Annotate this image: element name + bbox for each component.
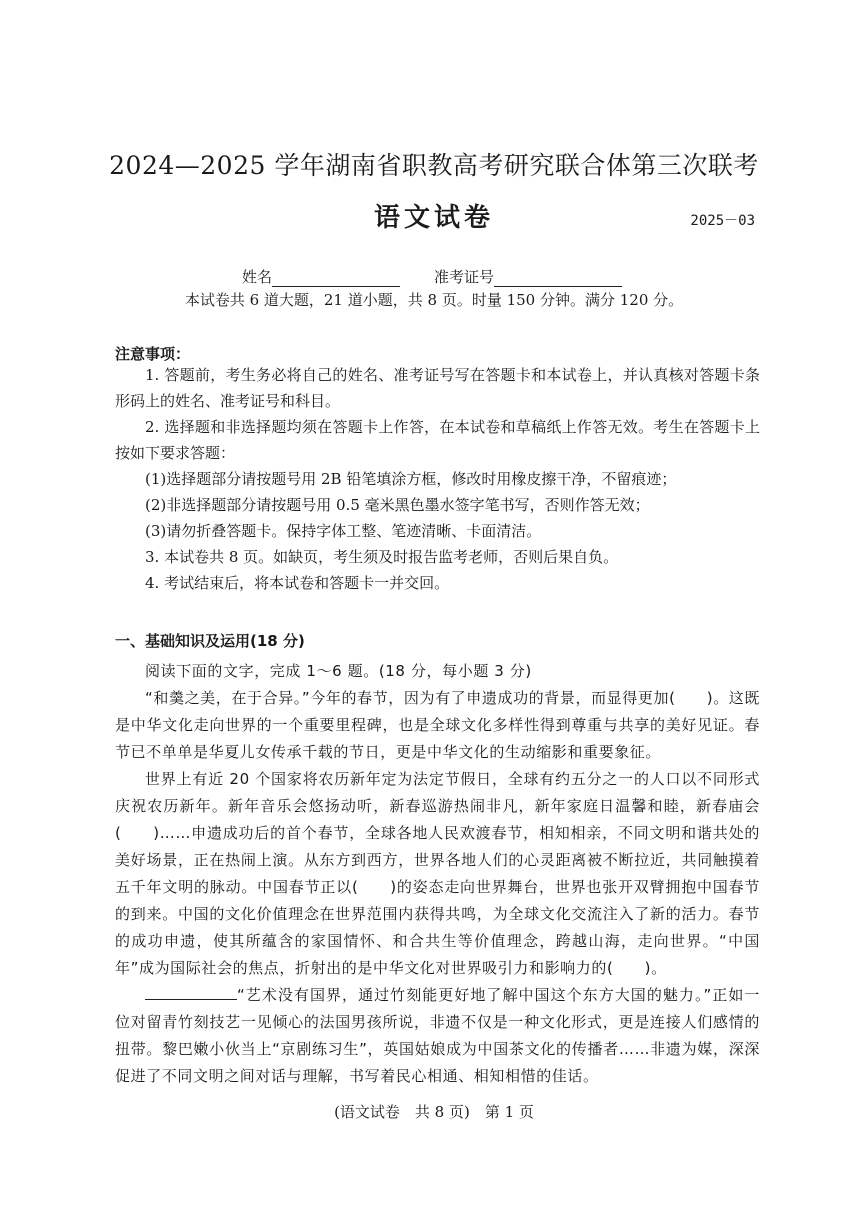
note-item: (1)选择题部分请按题号用 2B 铅笔填涂方框，修改时用橡皮擦干净，不留痕迹；: [145, 470, 677, 488]
name-field[interactable]: [272, 270, 400, 287]
notes-title: 注意事项：: [115, 345, 191, 363]
exam-title: 2024—2025 学年湖南省职教高考研究联合体第三次联考: [109, 151, 759, 180]
name-label: 姓名: [242, 268, 273, 286]
id-label: 准考证号: [434, 268, 495, 286]
note-item: 2. 选择题和非选择题均须在答题卡上作答，在本试卷和草稿纸上作答无效。考生在答题卡上按如下要求答题：: [115, 418, 760, 462]
reading-passage: [115, 658, 760, 1090]
section-title: 一、基础知识及运用(18 分): [115, 632, 305, 650]
fill-blank[interactable]: [145, 985, 237, 1000]
exam-subtitle: 语文试卷: [373, 203, 494, 233]
id-field[interactable]: [494, 270, 622, 287]
note-item: (3)请勿折叠答题卡。保持字体工整、笔迹清晰、卡面清洁。: [145, 522, 542, 540]
note-item: 3. 本试卷共 8 页。如缺页，考生须及时报告监考老师，否则后果自负。: [145, 548, 619, 566]
exam-date: 2025－03: [690, 213, 755, 229]
passage-paragraph: “和羹之美，在于合异。”今年的春节，因为有了申遗成功的背景，而显得更加( )。这既是中华文化走向世界的一个重要里程碑，也是全球文化多样性得到尊重与共享的美好见证。春节已不单单是华夏儿女传承千载的节日，更是中华文化的生动缩影和重要象征。: [115, 689, 760, 761]
note-item: 1. 答题前，考生务必将自己的姓名、准考证号写在答题卡和本试卷上，并认真核对答题卡条形码上的姓名、准考证号和科目。: [115, 366, 760, 410]
page-footer: (语文试卷 共 8 页) 第 1 页: [334, 1103, 534, 1121]
passage-paragraph: “艺术没有国界，通过竹刻能更好地了解中国这个东方大国的魅力。”正如一位对留青竹刻技艺一见倾心的法国男孩所说，非遗不仅是一种文化形式，更是连接人们感情的扭带。黎巴嫩小伙当上“京剧练习生”，英国姑娘成为中国茶文化的传播者……非遗为媒，深深促进了不同文明之间对话与理解，书写着民心相通、相知相惜的佳话。: [115, 986, 760, 1085]
candidate-info-row: [242, 266, 622, 287]
note-item: (2)非选择题部分请按题号用 0.5 毫米黑色墨水签字笔书写，否则作答无效；: [145, 496, 650, 514]
note-item: 4. 考试结束后，将本试卷和答题卡一并交回。: [145, 574, 450, 592]
exam-info: 本试卷共 6 道大题，21 道小题，共 8 页。时量 150 分钟。满分 120 分。: [184, 291, 684, 309]
notes-list: [115, 362, 760, 596]
section-instruction: 阅读下面的文字，完成 1～6 题。(18 分，每小题 3 分): [145, 662, 532, 680]
passage-paragraph: 世界上有近 20 个国家将农历新年定为法定节假日，全球有约五分之一的人口以不同形式庆祝农历新年。新年音乐会悠扬动听，新春巡游热闹非凡，新年家庭日温馨和睦，新春庙会( )……申遗成功后的首个春节，全球各地人民欢渡春节，相知相亲，不同文明和谐共处的美好场景，正在热闹上演。从东方到西方，世界各地人们的心灵距离被不断拉近，共同触摸着五千年文明的脉动。中国春节正以( )的姿态走向世界舞台，世界也张开双臂拥抱中国春节的到来。中国的文化价值理念在世界范围内获得共鸣，为全球文化交流注入了新的活力。春节的成功申遗，使其所蕴含的家国情怀、和合共生等价值理念，跨越山海，走向世界。“中国年”成为国际社会的焦点，折射出的是中华文化对世界吸引力和影响力的( )。: [115, 770, 760, 977]
